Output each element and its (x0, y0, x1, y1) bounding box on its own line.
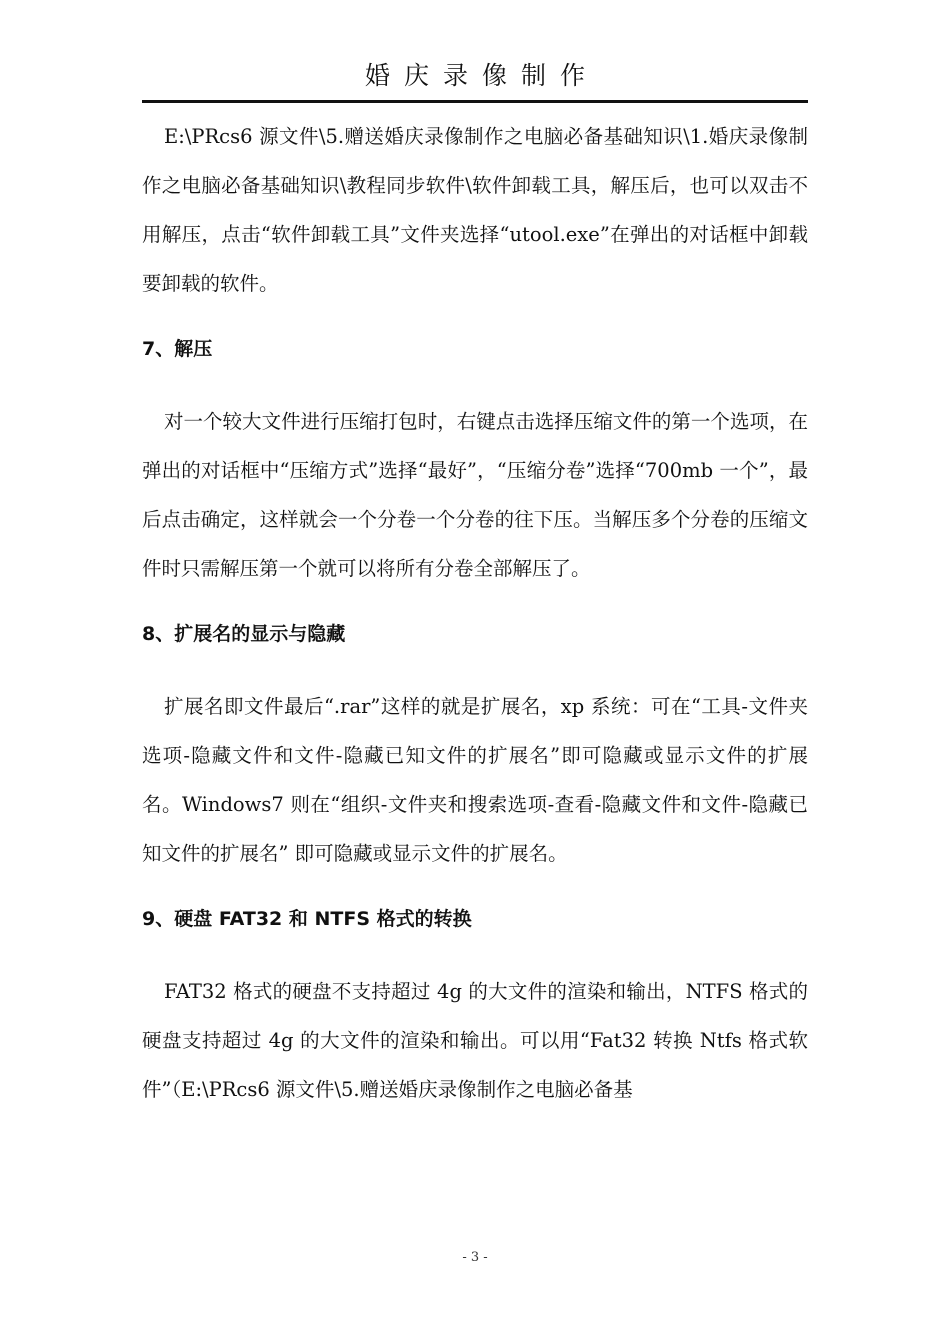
paragraph-decompress: 对一个较大文件进行压缩打包时，右键点击选择压缩文件的第一个选项，在弹出的对话框中“压缩方式”选择“最好”，“压缩分卷”选择“700mb 一个”，最后点击确定，这样就会一个分卷一个分卷的往下压。当解压多个分卷的压缩文件时只需解压第一个就可以将所有分卷全部解压了。 (142, 410, 808, 580)
heading-decompress: 7、解压 (142, 338, 213, 360)
paragraph-uninstall-tool: E:\PRcs6 源文件\5.赠送婚庆录像制作之电脑必备基础知识\1.婚庆录像制作之电脑必备基础知识\教程同步软件\软件卸载工具，解压后，也可以双击不用解压，点击“软件卸载工具”文件夹选择“utool.exe”在弹出的对话框中卸载要卸载的软件。 (142, 125, 808, 295)
paragraph-fat32-ntfs: FAT32 格式的硬盘不支持超过 4g 的大文件的渲染和输出，NTFS 格式的硬盘支持超过 4g 的大文件的渲染和输出。可以用“Fat32 转换 Ntfs 格式软件”（E:\PRcs6 源文件\5.赠送婚庆录像制作之电脑必备基 (142, 980, 808, 1101)
page-header-title: 婚庆录像制作 (364, 61, 599, 90)
header-divider (142, 100, 808, 103)
paragraph-file-extension: 扩展名即文件最后“.rar”这样的就是扩展名，xp 系统：可在“工具-文件夹选项-隐藏文件和文件-隐藏已知文件的扩展名”即可隐藏或显示文件的扩展名。Windows7 则在“组织-文件夹和搜索选项-查看-隐藏文件和文件-隐藏已知文件的扩展名” 即可隐藏或显示文件的扩展名。 (142, 695, 808, 865)
page-number: - 3 - (462, 1250, 488, 1265)
heading-fat32-ntfs: 9、硬盘 FAT32 和 NTFS 格式的转换 (142, 908, 472, 930)
heading-file-extension: 8、扩展名的显示与隐藏 (142, 623, 346, 645)
document-body (142, 112, 808, 1114)
